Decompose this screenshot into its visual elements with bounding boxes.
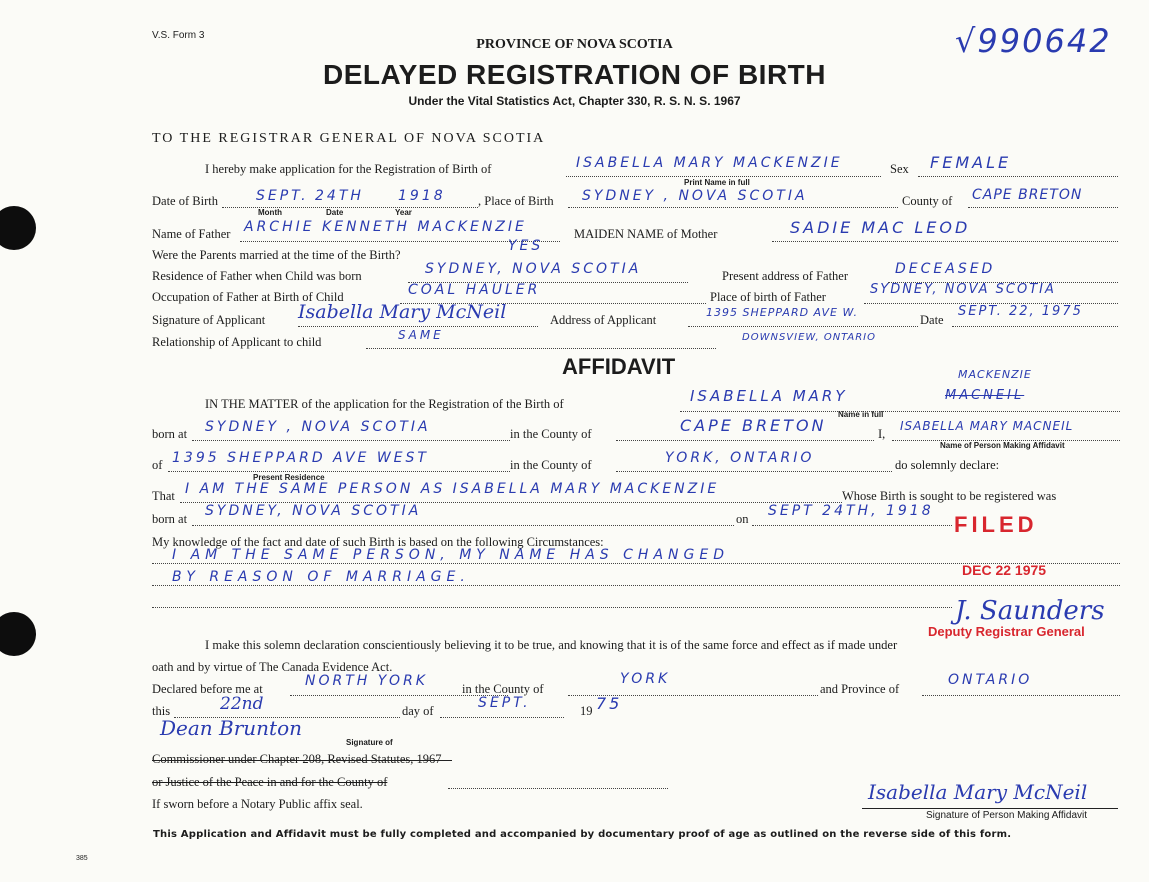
sex-value: FEMALE bbox=[930, 153, 1012, 172]
signature-applicant-label: Signature of Applicant bbox=[152, 313, 266, 327]
that-label: That bbox=[152, 489, 175, 503]
day-of-label: day of bbox=[402, 704, 434, 718]
in-county-label: in the County of bbox=[510, 427, 592, 441]
born-at-label: born at bbox=[152, 427, 188, 441]
i-label: I, bbox=[878, 427, 886, 441]
that-statement: I AM THE SAME PERSON AS ISABELLA MARY MACKENZIE bbox=[185, 481, 720, 497]
mother-label: MAIDEN NAME of Mother bbox=[574, 227, 718, 241]
application-intro: I hereby make application for the Registration of Birth of bbox=[205, 162, 492, 176]
dob-month: SEPT. bbox=[256, 188, 309, 204]
child-name: ISABELLA MARY MACKENZIE bbox=[576, 155, 843, 171]
date-label: Date bbox=[920, 313, 944, 327]
of-label: of bbox=[152, 458, 163, 472]
registrar-role-stamp: Deputy Registrar General bbox=[928, 624, 1085, 639]
deponent-caption: Name of Person Making Affidavit bbox=[940, 441, 1065, 450]
addressee: TO THE REGISTRAR GENERAL OF NOVA SCOTIA bbox=[152, 131, 546, 146]
deponent-residence: 1395 SHEPPARD AVE WEST bbox=[172, 450, 429, 466]
residence-caption: Present Residence bbox=[253, 473, 325, 482]
on-label: on bbox=[736, 512, 749, 526]
dob-label: Date of Birth bbox=[152, 194, 218, 208]
circumstance-2: BY REASON OF MARRIAGE. bbox=[172, 569, 470, 585]
born-at-label-2: born at bbox=[152, 512, 188, 526]
whose-birth-label: Whose Birth is sought to be registered was bbox=[842, 489, 1057, 503]
application-date: SEPT. 22, 1975 bbox=[958, 304, 1083, 319]
father-label: Name of Father bbox=[152, 227, 231, 241]
declared-county: YORK bbox=[620, 671, 671, 687]
affidavit-heading: AFFIDAVIT bbox=[562, 354, 676, 379]
relationship-label: Relationship of Applicant to child bbox=[152, 335, 322, 349]
solemn-declaration-1: I make this solemn declaration conscientiously believing it to be true, and knowing that it is of the same force and effect as if made under bbox=[205, 638, 898, 652]
dob-date: 24TH bbox=[315, 188, 364, 204]
registration-number: √990642 bbox=[955, 22, 1112, 60]
knowledge-label: My knowledge of the fact and date of such Birth is based on the following Circumstances: bbox=[152, 535, 604, 549]
present-address-label: Present address of Father bbox=[722, 269, 849, 283]
deponent-county: YORK, ONTARIO bbox=[665, 450, 815, 466]
county-of-birth: CAPE BRETON bbox=[680, 416, 827, 435]
declared-day: 22nd bbox=[220, 694, 264, 714]
struck-surname: MACNEIL bbox=[945, 388, 1025, 403]
form-code: 385 bbox=[76, 855, 88, 862]
deponent-signature: Isabella Mary McNeil bbox=[868, 780, 1088, 804]
declared-month: SEPT. bbox=[478, 695, 531, 711]
place-label: , Place of Birth bbox=[478, 194, 554, 208]
surname-correction: MACKENZIE bbox=[958, 368, 1032, 381]
declared-at: NORTH YORK bbox=[305, 673, 428, 689]
punch-hole-top bbox=[0, 206, 36, 250]
province-label: and Province of bbox=[820, 682, 900, 696]
commissioner-text: Commissioner under Chapter 208, Revised Statutes, 1967 bbox=[152, 752, 442, 766]
declare-label: do solemnly declare: bbox=[895, 458, 1000, 472]
form-number: V.S. Form 3 bbox=[152, 30, 205, 41]
born-at-value-2: SYDNEY, NOVA SCOTIA bbox=[205, 503, 422, 519]
signature-of-caption: Signature of bbox=[346, 738, 393, 747]
deponent-signature-caption: Signature of Person Making Affidavit bbox=[926, 810, 1088, 821]
applicant-address-label: Address of Applicant bbox=[550, 313, 657, 327]
affidavit-intro: IN THE MATTER of the application for the Registration of the Birth of bbox=[205, 397, 564, 411]
punch-hole-bottom bbox=[0, 612, 36, 656]
footer-notice: This Application and Affidavit must be fully completed and accompanied by documentary proof of age as outlined on the reverse side of this form. bbox=[153, 829, 1012, 840]
month-caption: Month bbox=[258, 208, 282, 217]
form-subtitle: Under the Vital Statistics Act, Chapter 330, R. S. N. S. 1967 bbox=[408, 94, 741, 108]
place-of-birth: SYDNEY , NOVA SCOTIA bbox=[582, 188, 808, 204]
filed-date-stamp: DEC 22 1975 bbox=[962, 562, 1047, 578]
married-label: Were the Parents married at the time of the Birth? bbox=[152, 248, 401, 262]
married-value: YES bbox=[508, 238, 544, 254]
this-label: this bbox=[152, 704, 171, 718]
solemn-declaration-2: oath and by virtue of The Canada Evidence Act. bbox=[152, 660, 393, 674]
year-caption: Year bbox=[395, 208, 412, 217]
province-heading: PROVINCE OF NOVA SCOTIA bbox=[476, 37, 673, 52]
print-name-caption: Print Name in full bbox=[684, 178, 750, 187]
county-label: County of bbox=[902, 194, 953, 208]
registrar-signature: J. Saunders bbox=[955, 596, 1105, 626]
circumstance-1: I AM THE SAME PERSON, MY NAME HAS CHANGED bbox=[172, 547, 729, 563]
commissioner-signature: Dean Brunton bbox=[160, 716, 303, 740]
form-title: DELAYED REGISTRATION OF BIRTH bbox=[323, 59, 826, 90]
justice-line: or Justice of the Peace in and for the County of bbox=[152, 775, 388, 789]
father-birthplace-value: SYDNEY, NOVA SCOTIA bbox=[870, 282, 1056, 297]
filed-stamp: FILED bbox=[954, 512, 1038, 537]
notary-note: If sworn before a Notary Public affix seal. bbox=[152, 797, 363, 811]
residence-label: Residence of Father when Child was born bbox=[152, 269, 362, 283]
father-birthplace-label: Place of birth of Father bbox=[710, 290, 826, 304]
residence-value: SYDNEY, NOVA SCOTIA bbox=[425, 261, 642, 277]
relationship-value: SAME bbox=[398, 328, 444, 342]
deponent-name: ISABELLA MARY MACNEIL bbox=[900, 419, 1074, 433]
applicant-signature: Isabella Mary McNeil bbox=[298, 301, 507, 323]
applicant-address-line2: DOWNSVIEW, ONTARIO bbox=[742, 332, 876, 343]
name-caption: Name in full bbox=[838, 410, 884, 419]
sex-label: Sex bbox=[890, 162, 909, 176]
dob-year: 1918 bbox=[398, 188, 446, 204]
born-at-value: SYDNEY , NOVA SCOTIA bbox=[205, 419, 431, 435]
affidavit-child-name: ISABELLA MARY bbox=[690, 387, 848, 405]
occupation-value: COAL HAULER bbox=[408, 282, 541, 298]
in-county-label-2: in the County of bbox=[510, 458, 592, 472]
declared-before-label: Declared before me at bbox=[152, 682, 263, 696]
year-prefix: 19 bbox=[580, 704, 593, 718]
present-address-value: DECEASED bbox=[895, 261, 996, 277]
date-caption: Date bbox=[326, 208, 344, 217]
applicant-address: 1395 SHEPPARD AVE W. bbox=[706, 306, 858, 319]
in-county-label-3: in the County of bbox=[462, 682, 544, 696]
on-date: SEPT 24TH, 1918 bbox=[768, 503, 934, 519]
declared-province: ONTARIO bbox=[948, 672, 1033, 688]
declared-year: 75 bbox=[596, 694, 623, 713]
county-value: CAPE BRETON bbox=[972, 187, 1083, 203]
mother-name: SADIE MAC LEOD bbox=[790, 218, 971, 237]
father-name: ARCHIE KENNETH MACKENZIE bbox=[244, 219, 527, 235]
occupation-label: Occupation of Father at Birth of Child bbox=[152, 290, 344, 304]
